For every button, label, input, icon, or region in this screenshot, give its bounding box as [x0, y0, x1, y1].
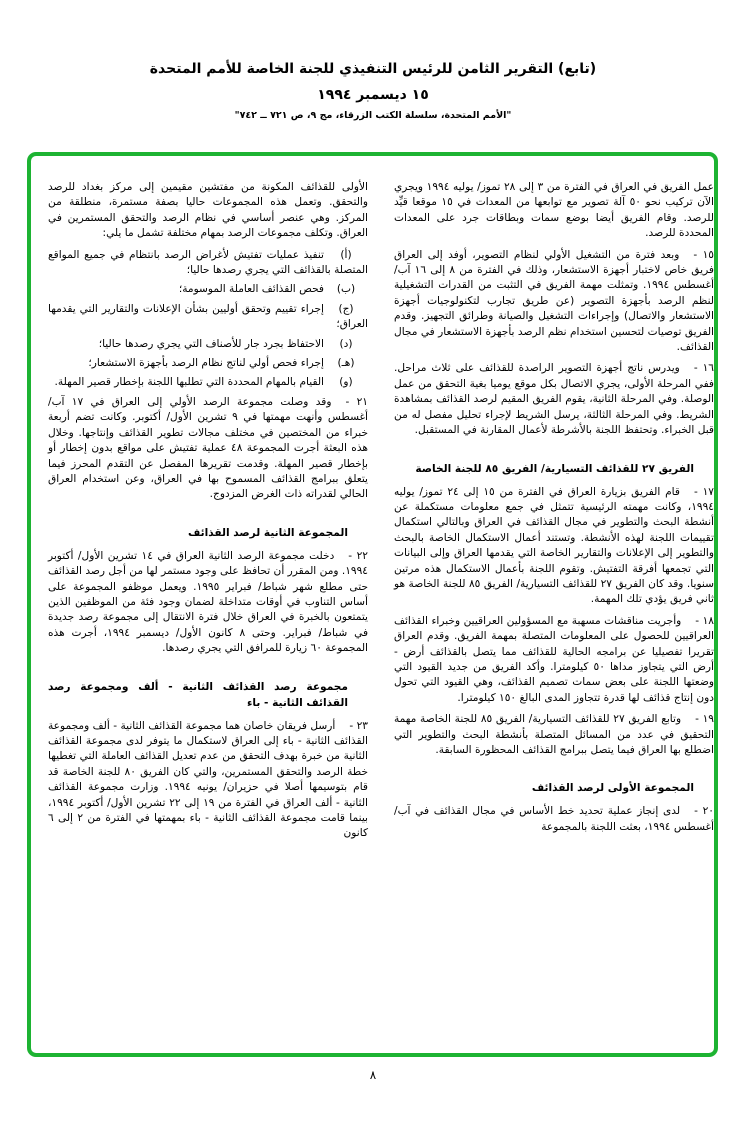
paragraph-text: وبعد فترة من التشغيل الأولي لنظام التصوير، أوفد إلى العراق فريق خاص لاختبار أجهزة الاستشعار، وذلك في الفترة من ٨ إلى ١٦ آب/ أغسطس ١٩٩٤. وتمثلت مهمة الفريق في التثبت من القدرات التشغيلية لنظم الرصد بأجهزة التصوير (عن طريق تجارب لتكنولوجيات أجهزة الاستشعار والاتصال) وإجراءات التشغيل والصيانة وطرائق التجهيز. وقدم الفريق توصيات لتحسين استخدام نظم الرصد بأجهزة الاستشعار في مجال القذائف. — [394, 248, 714, 354]
list-item — [48, 302, 368, 333]
paragraph-22 — [48, 549, 368, 657]
list-item-text: فحص القذائف العاملة الموسومة؛ — [178, 283, 324, 296]
list-item-text: الاحتفاظ بجرد جار للأصناف التي يجري رصدها حاليا؛ — [98, 337, 324, 350]
paragraph-text: أرسل فريقان خاصان هما مجموعة القذائف الثانية - ألف ومجموعة القذائف الثانية - باء إلى العراق لاستكمال ما يتوفر لدى مجموعة القذائف الثانية من خبرة بهدف التحقق من عدم تعديل القذائف العاملة التي تغطيها خطة الرصد والتحقق المستمرين، والتي كان الفريق ٨٠ للجنة الخاصة قد قام بتوسيمها أصلا في حزيران/ يونيه ١٩٩٤. وزارت مجموعة القذائف الثانية - ألف العراق في الفترة من ١٩ إلى ٢٢ تشرين الأول/ أكتوبر ١٩٩٤، بينما قامت مجموعة القذائف الثانية - باء بمهمتها في الفترة من ٢ إلى ٦ كانون — [48, 719, 368, 840]
page-number: ٨ — [369, 1068, 377, 1082]
paragraph-text: وقد وصلت مجموعة الرصد الأولي إلى العراق في ١٧ آب/ أغسطس وأنهت مهمتها في ٩ تشرين الأول/ أكتوبر. وكانت تضم أربعة خبراء من المختصين في مختلف مجالات تطوير القذائف وإنتاجها. وخلال هذه البعثة أجرت المجموعة ٤٨ عملية تفتيش على مواقع بدون إخطار أو بإخطار قصير المهلة. وقدمت تقريرها المفصل عن التقدم المحرز فيما يتعلق ببرامج القذائف المسموح بها في العراق، وعن استخدام العراق الحالي لقدراته ذات الغرض المزدوج. — [48, 395, 368, 501]
paragraph-continuation: الأولى للقذائف المكونة من مفتشين مقيمين إلى مركز بغداد للرصد والتحقق. وتعمل هذه المجموعات حاليا بصفة مستمرة، منطلقة من المركز. وهي عنصر أساسي في نظام الرصد والتحقق المستمرين في العراق. وتكلف مجموعات الرصد بمهام مختلفة تشمل ما يلي: — [48, 181, 368, 240]
paragraph-20 — [394, 804, 714, 835]
paragraph-23 — [48, 719, 368, 842]
paragraph-18 — [394, 614, 714, 706]
paragraph-number: ١٥ - — [693, 248, 714, 261]
left-column — [48, 180, 368, 848]
paragraph-text: وتابع الفريق ٢٧ للقذائف التسيارية/ الفريق ٨٥ للجنة الخاصة مهمة التحقيق في عدد من المسائل المتصلة بأنشطة البحث والتطوير التي اضطلع بها العراق فيما يتصل ببرامج القذائف المحظورة السابقة. — [394, 713, 714, 756]
paragraph-number: ١٧ - — [693, 485, 714, 498]
list-item-text: تنفيذ عمليات تفتيش لأغراض الرصد بانتظام في جميع المواقع المتصلة بالقذائف التي يجري رصدها حاليا؛ — [48, 248, 368, 277]
list-item — [48, 282, 368, 297]
paragraph-number: ٢١ - — [345, 395, 368, 408]
list-item-label: (هـ) — [337, 357, 355, 370]
paragraph-text: قام الفريق بزيارة العراق في الفترة من ١٥ إلى ٢٤ تموز/ يوليه ١٩٩٤، وكانت مهمته الرئيسية تتمثل في جمع معلومات مستكملة عن أنشطة البحث والتطوير في مجال القذائف في العراق وبالتالي استكمال تقييمات اللجنة لهذه الأنشطة. وتستند أعمال الاستكمال الخاصة بالبحث والتطوير إلى الإعلانات والتقارير الخاصة التي يقدمها العراق وإلى البيانات التي تجمعها أفرقة التفتيش. وتقوم اللجنة بأعمال الاستكمال هذه مرتين سنويا. وقد كان الفريق ٢٧ للقذائف التسيارية/ الفريق ٨٥ للجنة الخاصة هو ثاني فريق يؤدي تلك المهمة. — [394, 485, 714, 606]
paragraph-text: لدى إنجاز عملية تحديد خط الأساس في مجال القذائف في آب/ أغسطس ١٩٩٤، بعثت اللجنة بالمجموعة — [394, 805, 714, 833]
section-heading: المجموعة الأولى لرصد القذائف — [531, 782, 694, 795]
list-item-text: إجراء فحص أولي لناتج نظام الرصد بأجهزة الاستشعار؛ — [88, 357, 324, 370]
section-heading: المجموعة الثانية لرصد القذائف — [188, 526, 348, 539]
list-item-label: (ج) — [338, 302, 354, 315]
document-header — [0, 58, 746, 124]
paragraph-text: دخلت مجموعة الرصد الثانية العراق في ١٤ تشرين الأول/ أكتوبر ١٩٩٤. ومن المقرر أن تحافظ على وجود مستمر لها من أجل رصد القذائف حتى مطلع شهر شباط/ فبراير ١٩٩٥. ويعمل موظفو المجموعة على أساس التناوب في أوقات متداخلة لضمان وجود فئة من الموظفين الذين يتمتعون بالخبرة في العراق خلال فترة الانتقال إلى مجموعة رصد جديدة في شباط/ فبراير. وحتى ٨ كانون الأول/ ديسمبر ١٩٩٤، أجرت هذه المجموعة ٦٠ زيارة للمرافق التي يجري رصدها. — [48, 549, 369, 655]
paragraph-19 — [394, 712, 714, 758]
document-date: ١٥ ديسمبر ١٩٩٤ — [317, 87, 429, 103]
paragraph-text: ويدرس ناتج أجهزة التصوير الراصدة للقذائف على ثلاث مراحل. ففي المرحلة الأولى، يجري الاتصال بكل موقع يوميا بغية التحقق من عمل الوصلة. وفي المرحلة الثانية، يقوم الفريق المقيم لرصد القذائف بمشاهدة الشريط. وفي المرحلة الثالثة، يرسل الشريط لإجراء تحليل مفصل له من قبل الخبراء. وتحتفظ اللجنة بالأشرطة لأعمال المقارنة في المستقبل. — [394, 362, 714, 437]
document-source: "الأمم المتحدة، سلسلة الكتب الزرقاء، مج ٩، ص ٧٢١ ــ ٧٤٢" — [234, 110, 512, 121]
paragraph-number: ٢٢ - — [348, 549, 368, 562]
paragraph-17 — [394, 485, 714, 608]
section-heading: مجموعة رصد القذائف الثانية - ألف ومجموعة رصد القذائف الثانية - باء — [48, 680, 348, 709]
paragraph-number: ١٨ - — [695, 614, 714, 627]
paragraph-16 — [394, 361, 714, 438]
list-item — [48, 337, 368, 352]
list-item — [48, 375, 368, 390]
paragraph-number: ١٩ - — [695, 713, 714, 726]
paragraph-text: وأجريت مناقشات مسهبة مع المسؤولين العراقيين وخبراء القذائف العراقيين للحصول على المعلومات المتصلة بمهمة الفريق. وقدم العراق تقريرا تفصيليا عن برامجه الحالية للقذائف مما يتصل بالقذائف أرض - أرض التي يتجاوز مداها ٥٠ كيلومترا. وأكد الفريق من جديد القيود التي وضعتها اللجنة على بعض سمات تصميم القذائف، وهي القيود التي تحول دون إنتاج قذائف لها قدرة تتجاوز المدى البالغ ١٥٠ كيلومترا. — [394, 614, 714, 704]
document-title: (تابع) التقرير الثامن للرئيس التنفيذي للجنة الخاصة للأمم المتحدة — [149, 61, 597, 77]
paragraph-number: ١٦ - — [693, 362, 714, 375]
list-item — [48, 248, 368, 279]
paragraph-21 — [48, 395, 368, 503]
list-item — [48, 356, 368, 371]
list-item-label: (أ) — [340, 248, 352, 261]
list-item-text: إجراء تقييم وتحقق أوليين بشأن الإعلانات والتقارير التي يقدمها العراق؛ — [48, 302, 368, 331]
right-column — [394, 180, 714, 841]
list-item-label: (د) — [339, 337, 353, 350]
paragraph-continuation: عمل الفريق في العراق في الفترة من ٣ إلى ٢٨ تموز/ يوليه ١٩٩٤ ويجري الآن تركيب نحو ٥٠ آلة تصوير مع توابعها من المعدات في ١٥ موقعا قيِّد للرصد. وقام الفريق أيضا بوضع سمات وبطاقات جرد على المعدات المحددة للرصد. — [394, 181, 715, 240]
list-item-label: (و) — [339, 376, 353, 389]
list-item-label: (ب) — [336, 283, 356, 296]
paragraph-15 — [394, 248, 714, 356]
section-heading: الفريق ٢٧ للقذائف التسيارية/ الفريق ٨٥ للجنة الخاصة — [415, 462, 694, 475]
list-item-text: القيام بالمهام المحددة التي تطلبها اللجنة بإخطار قصير المهلة. — [54, 376, 324, 389]
paragraph-number: ٢٠ - — [694, 805, 714, 818]
paragraph-number: ٢٣ - — [349, 719, 368, 732]
